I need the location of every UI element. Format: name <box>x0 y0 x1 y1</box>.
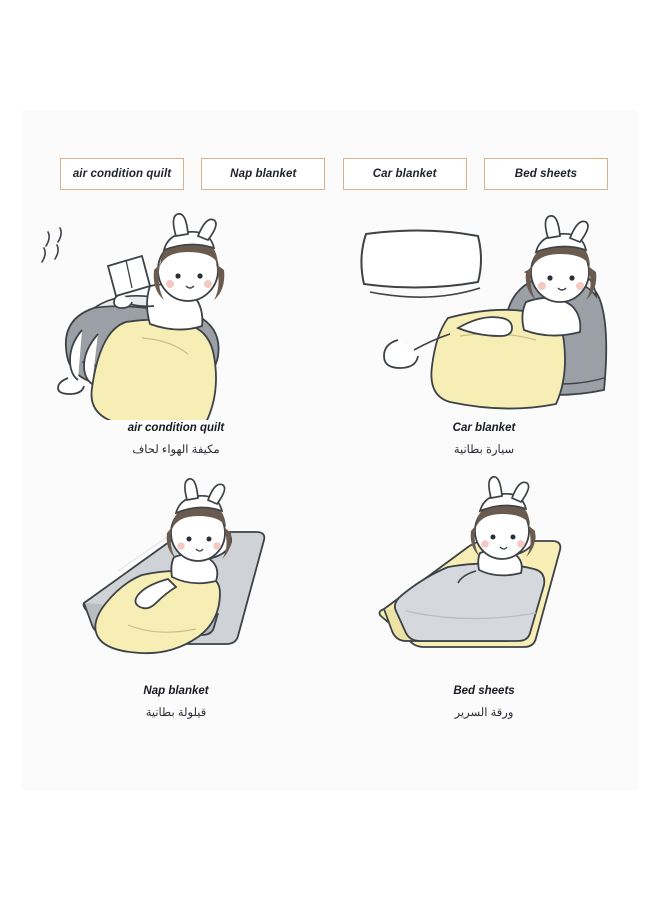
chip-bed-sheets[interactable] <box>484 158 608 190</box>
chip-label: Bed sheets <box>514 168 578 180</box>
illustration-girl-napping-on-mat <box>22 475 330 685</box>
panel-bed-sheets <box>330 475 638 737</box>
chip-car-blanket[interactable] <box>343 158 467 190</box>
panel-label-en: Car blanket <box>452 422 516 434</box>
panel-label-ar: مكيفة الهواء لحاف <box>132 444 220 456</box>
chip-label: Nap blanket <box>230 168 297 180</box>
panel-label-en: Bed sheets <box>453 685 515 697</box>
panel-row-top <box>22 210 638 475</box>
infographic-canvas <box>22 110 638 790</box>
panel-nap-blanket <box>22 475 330 737</box>
chip-air-condition-quilt[interactable] <box>60 158 184 190</box>
panel-air-condition-quilt <box>22 210 330 475</box>
panel-label-ar: ورقة السرير <box>454 707 514 719</box>
chip-nap-blanket[interactable] <box>201 158 325 190</box>
illustration-girl-reading-on-beanbag <box>22 210 330 420</box>
variant-chip-row <box>60 158 608 190</box>
illustration-girl-in-bed-under-sheet <box>330 475 638 685</box>
chip-label: air condition quilt <box>72 168 172 180</box>
panel-label-en: Nap blanket <box>143 685 209 697</box>
panel-car-blanket <box>330 210 638 475</box>
illustration-girl-in-car-seat <box>330 210 638 420</box>
panel-label-ar: قيلولة بطانية <box>145 707 207 719</box>
chip-label: Car blanket <box>372 168 437 180</box>
panel-row-bottom <box>22 475 638 737</box>
panel-label-en: air condition quilt <box>127 422 225 434</box>
panel-grid <box>22 210 638 737</box>
panel-label-ar: سيارة بطانية <box>453 444 515 456</box>
